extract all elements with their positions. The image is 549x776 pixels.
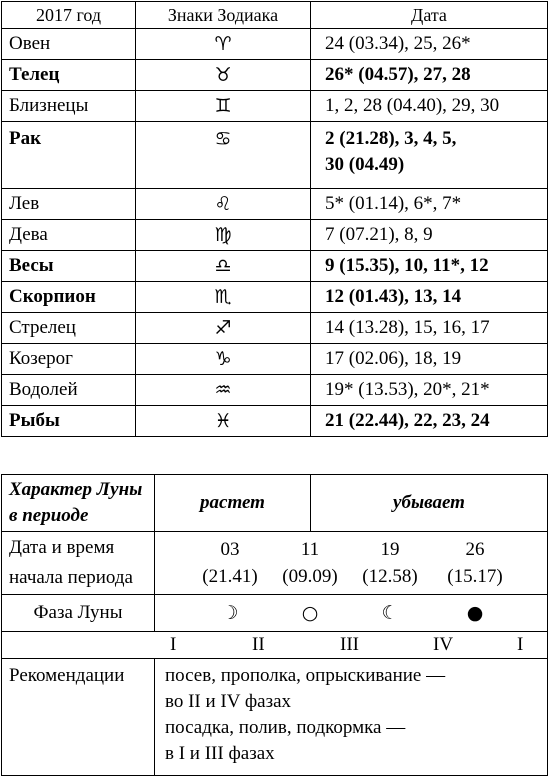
datetime-label: Дата и время начала периода — [2, 532, 155, 595]
recommendations-text: посев, прополка, опрыскивание — во II и IV фазах посадка, полив, подкормка — в I и III фазах — [155, 659, 548, 776]
zodiac-row — [2, 251, 548, 282]
phase-numerals — [2, 632, 548, 659]
zodiac-row — [2, 122, 548, 189]
zodiac-dates — [311, 406, 548, 437]
moon-recommendations-row — [2, 659, 548, 776]
first-quarter-moon-icon: ☽ — [221, 602, 239, 624]
zodiac-dates-line: 1, 2, 28 (04.40), 29, 30 — [325, 95, 500, 116]
zodiac-sign-name: Лев — [2, 189, 136, 220]
phase-numeral-5: I — [517, 634, 524, 655]
zodiac-sign-name: Телец — [2, 60, 136, 91]
moon-datetime-row — [2, 532, 548, 595]
phase-label: Фаза Луны — [2, 595, 155, 632]
zodiac-row — [2, 189, 548, 220]
last-quarter-moon-icon: ☾ — [381, 602, 399, 624]
zodiac-dates — [311, 344, 548, 375]
zodiac-symbol-icon: ♌︎ — [136, 189, 311, 220]
zodiac-dates — [311, 220, 548, 251]
zodiac-dates-line: 19* (13.53), 20*, 21* — [325, 379, 490, 400]
header-year: 2017 год — [2, 2, 136, 29]
zodiac-row — [2, 313, 548, 344]
zodiac-row — [2, 220, 548, 251]
zodiac-sign-name: Козерог — [2, 344, 136, 375]
zodiac-sign-name: Водолей — [2, 375, 136, 406]
zodiac-dates-line: 14 (13.28), 15, 16, 17 — [325, 317, 490, 338]
zodiac-dates — [311, 122, 548, 189]
zodiac-sign-name: Близнецы — [2, 91, 136, 122]
zodiac-symbol-icon: ♊︎ — [136, 91, 311, 122]
zodiac-dates — [311, 313, 548, 344]
zodiac-dates-line: 7 (07.21), 8, 9 — [325, 224, 433, 245]
moon-character-row — [2, 475, 548, 532]
zodiac-symbol-icon: ♏︎ — [136, 282, 311, 313]
phase-symbols — [155, 595, 548, 632]
zodiac-sign-name: Стрелец — [2, 313, 136, 344]
zodiac-dates — [311, 91, 548, 122]
zodiac-dates-line: 21 (22.44), 22, 23, 24 — [325, 410, 490, 431]
zodiac-row — [2, 60, 548, 91]
moon-phase-table — [1, 474, 548, 776]
recommendations-label: Рекомендации — [2, 659, 155, 776]
zodiac-symbol-icon: ♓︎ — [136, 406, 311, 437]
zodiac-dates-line: 30 (04.49) — [325, 154, 405, 175]
phase-numeral-4: IV — [433, 634, 454, 655]
period-1: 03 (21.41) — [202, 539, 258, 587]
zodiac-row — [2, 375, 548, 406]
zodiac-symbol-icon: ♈︎ — [136, 29, 311, 60]
zodiac-dates — [311, 375, 548, 406]
period-4: 26 (15.17) — [447, 539, 503, 587]
zodiac-sign-name: Рыбы — [2, 406, 136, 437]
moon-roman-row — [2, 632, 548, 659]
zodiac-dates — [311, 189, 548, 220]
period-3: 19 (12.58) — [362, 539, 418, 587]
moon-character-label: Характер Луны в периоде — [2, 475, 155, 532]
zodiac-row — [2, 406, 548, 437]
new-moon-icon: ● — [466, 602, 484, 624]
zodiac-dates — [311, 282, 548, 313]
period-dates — [155, 532, 548, 595]
moon-growing-label: растет — [155, 475, 311, 532]
full-moon-icon: ○ — [301, 602, 319, 624]
zodiac-dates-line: 5* (01.14), 6*, 7* — [325, 193, 462, 214]
zodiac-dates — [311, 29, 548, 60]
zodiac-sign-name: Скорпион — [2, 282, 136, 313]
phase-numeral-3: III — [340, 634, 359, 655]
zodiac-sign-name: Весы — [2, 251, 136, 282]
zodiac-dates — [311, 251, 548, 282]
zodiac-symbol-icon: ♋︎ — [136, 122, 311, 189]
zodiac-symbol-icon: ♐︎ — [136, 313, 311, 344]
zodiac-row — [2, 344, 548, 375]
zodiac-dates-line: 2 (21.28), 3, 4, 5, — [325, 128, 457, 149]
zodiac-dates-line: 9 (15.35), 10, 11*, 12 — [325, 255, 489, 276]
zodiac-sign-name: Дева — [2, 220, 136, 251]
zodiac-header-row — [2, 2, 548, 29]
moon-phase-row — [2, 595, 548, 632]
zodiac-dates-line: 12 (01.43), 13, 14 — [325, 286, 462, 307]
zodiac-sign-name: Овен — [2, 29, 136, 60]
zodiac-symbol-icon: ♎︎ — [136, 251, 311, 282]
zodiac-symbol-icon: ♉︎ — [136, 60, 311, 91]
zodiac-row — [2, 282, 548, 313]
zodiac-dates-line: 26* (04.57), 27, 28 — [325, 64, 471, 85]
zodiac-symbol-icon: ♑︎ — [136, 344, 311, 375]
moon-waning-label: убывает — [311, 475, 548, 532]
zodiac-row — [2, 29, 548, 60]
zodiac-symbol-icon: ♒︎ — [136, 375, 311, 406]
zodiac-dates-line: 17 (02.06), 18, 19 — [325, 348, 462, 369]
zodiac-row — [2, 91, 548, 122]
zodiac-symbol-icon: ♍︎ — [136, 220, 311, 251]
header-signs: Знаки Зодиака — [136, 2, 311, 29]
zodiac-table — [1, 1, 548, 437]
zodiac-dates — [311, 60, 548, 91]
zodiac-dates-line: 24 (03.34), 25, 26* — [325, 33, 471, 54]
period-2: 11 (09.09) — [282, 539, 338, 587]
zodiac-sign-name: Рак — [2, 122, 136, 189]
phase-numeral-2: II — [252, 634, 265, 655]
phase-numeral-1: I — [170, 634, 177, 655]
header-dates: Дата — [311, 2, 548, 29]
